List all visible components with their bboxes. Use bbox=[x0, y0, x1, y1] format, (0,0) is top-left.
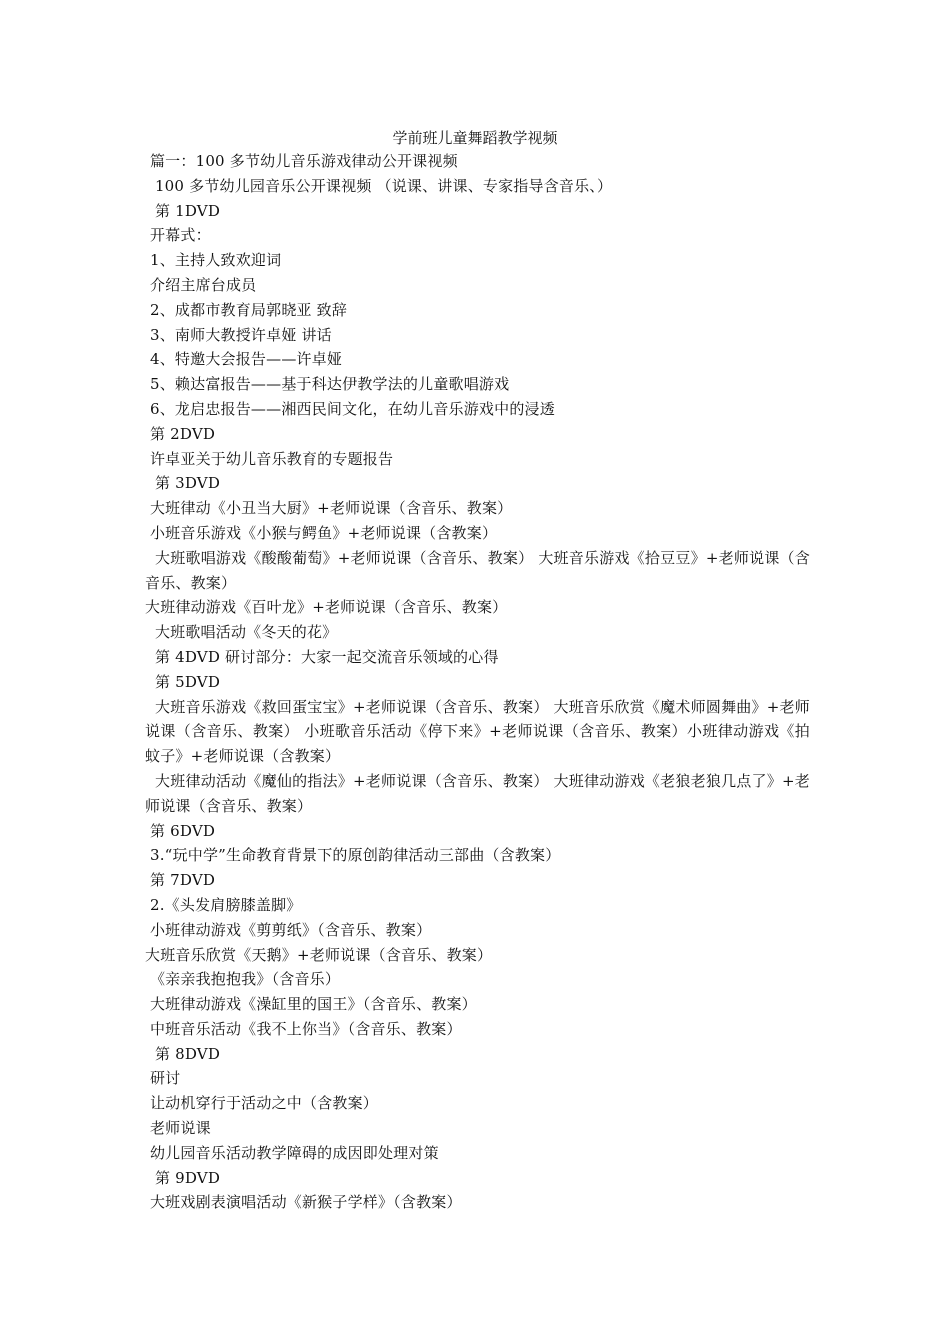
body-line: 开幕式： bbox=[145, 226, 211, 245]
body-line: 第 3DVD bbox=[145, 474, 221, 493]
body-line: 《亲亲我抱抱我》（含音乐） bbox=[145, 970, 341, 989]
body-line: 小班音乐游戏《小猴与鳄鱼》+老师说课（含教案） bbox=[145, 523, 498, 542]
body-line: 大班歌唱活动《冬天的花》 bbox=[145, 623, 338, 642]
body-line: 3、南师大教授许卓娅 讲话 bbox=[145, 325, 332, 344]
body-line: 2.《头发肩膀膝盖脚》 bbox=[145, 895, 302, 914]
body-line: 第 1DVD bbox=[145, 201, 221, 220]
body-line: 第 5DVD bbox=[145, 672, 221, 691]
body-line: 中班音乐活动《我不上你当》（含音乐、教案） bbox=[145, 1019, 462, 1038]
body-line: 第 7DVD bbox=[145, 871, 216, 890]
body-line: 第 4DVD 研讨部分：大家一起交流音乐领域的心得 bbox=[145, 647, 499, 666]
body-line: 大班律动《小丑当大厨》+老师说课（含音乐、教案） bbox=[145, 499, 513, 518]
body-line: 篇一：100 多节幼儿音乐游戏律动公开课视频 bbox=[145, 152, 458, 170]
body-line: 大班音乐游戏《救回蛋宝宝》+老师说课（含音乐、教案） 大班音乐欣赏《魔术师圆舞曲》+老师说课（含音乐、教案） 小班歌音乐活动《停下来》+老师说课（含音乐、教案）小班律动游戏《拍蚊子》+老师说课（含教案） bbox=[145, 697, 810, 766]
document-title: 学前班儿童舞蹈教学视频 bbox=[392, 129, 558, 147]
body-line: 第 2DVD bbox=[145, 424, 216, 443]
document-body bbox=[145, 149, 810, 1215]
body-line: 第 9DVD bbox=[145, 1168, 221, 1187]
body-line: 大班律动游戏《澡缸里的国王》（含音乐、教案） bbox=[145, 995, 477, 1014]
body-line: 大班音乐欣赏《天鹅》+老师说课（含音乐、教案） bbox=[145, 945, 493, 964]
body-line: 老师说课 bbox=[145, 1119, 211, 1138]
body-line: 第 6DVD bbox=[145, 821, 216, 840]
body-line: 大班律动游戏《百叶龙》+老师说课（含音乐、教案） bbox=[145, 598, 508, 617]
body-line: 第 8DVD bbox=[145, 1044, 221, 1063]
body-line: 介绍主席台成员 bbox=[145, 275, 257, 294]
body-line: 1、主持人致欢迎词 bbox=[145, 251, 282, 270]
body-line: 大班律动活动《魔仙的指法》+老师说课（含音乐、教案） 大班律动游戏《老狼老狼几点了》+老师说课（含音乐、教案） bbox=[145, 771, 810, 815]
body-line: 4、特邀大会报告——许卓娅 bbox=[145, 350, 343, 369]
body-line: 幼儿园音乐活动教学障碍的成因即处理对策 bbox=[145, 1143, 439, 1162]
body-line: 大班歌唱游戏《酸酸葡萄》+老师说课（含音乐、教案） 大班音乐游戏《拾豆豆》+老师说课（含音乐、教案） bbox=[145, 548, 810, 592]
body-line: 大班戏剧表演唱活动《新猴子学样》（含教案） bbox=[145, 1193, 462, 1212]
body-line: 3.“玩中学”生命教育背景下的原创韵律活动三部曲（含教案） bbox=[145, 846, 561, 865]
body-line: 让动机穿行于活动之中（含教案） bbox=[145, 1094, 378, 1113]
body-line: 研讨 bbox=[145, 1069, 181, 1088]
body-line: 5、赖达富报告——基于科达伊教学法的儿童歌唱游戏 bbox=[145, 375, 510, 394]
body-line: 小班律动游戏《剪剪纸》（含音乐、教案） bbox=[145, 920, 432, 939]
body-line: 100 多节幼儿园音乐公开课视频 （说课、讲课、专家指导含音乐、） bbox=[145, 176, 613, 195]
body-line: 6、龙启忠报告——湘西民间文化，在幼儿音乐游戏中的浸透 bbox=[145, 399, 555, 418]
body-line: 2、成都市教育局郭晓亚 致辞 bbox=[145, 300, 348, 319]
body-line: 许卓亚关于幼儿音乐教育的专题报告 bbox=[145, 449, 394, 468]
